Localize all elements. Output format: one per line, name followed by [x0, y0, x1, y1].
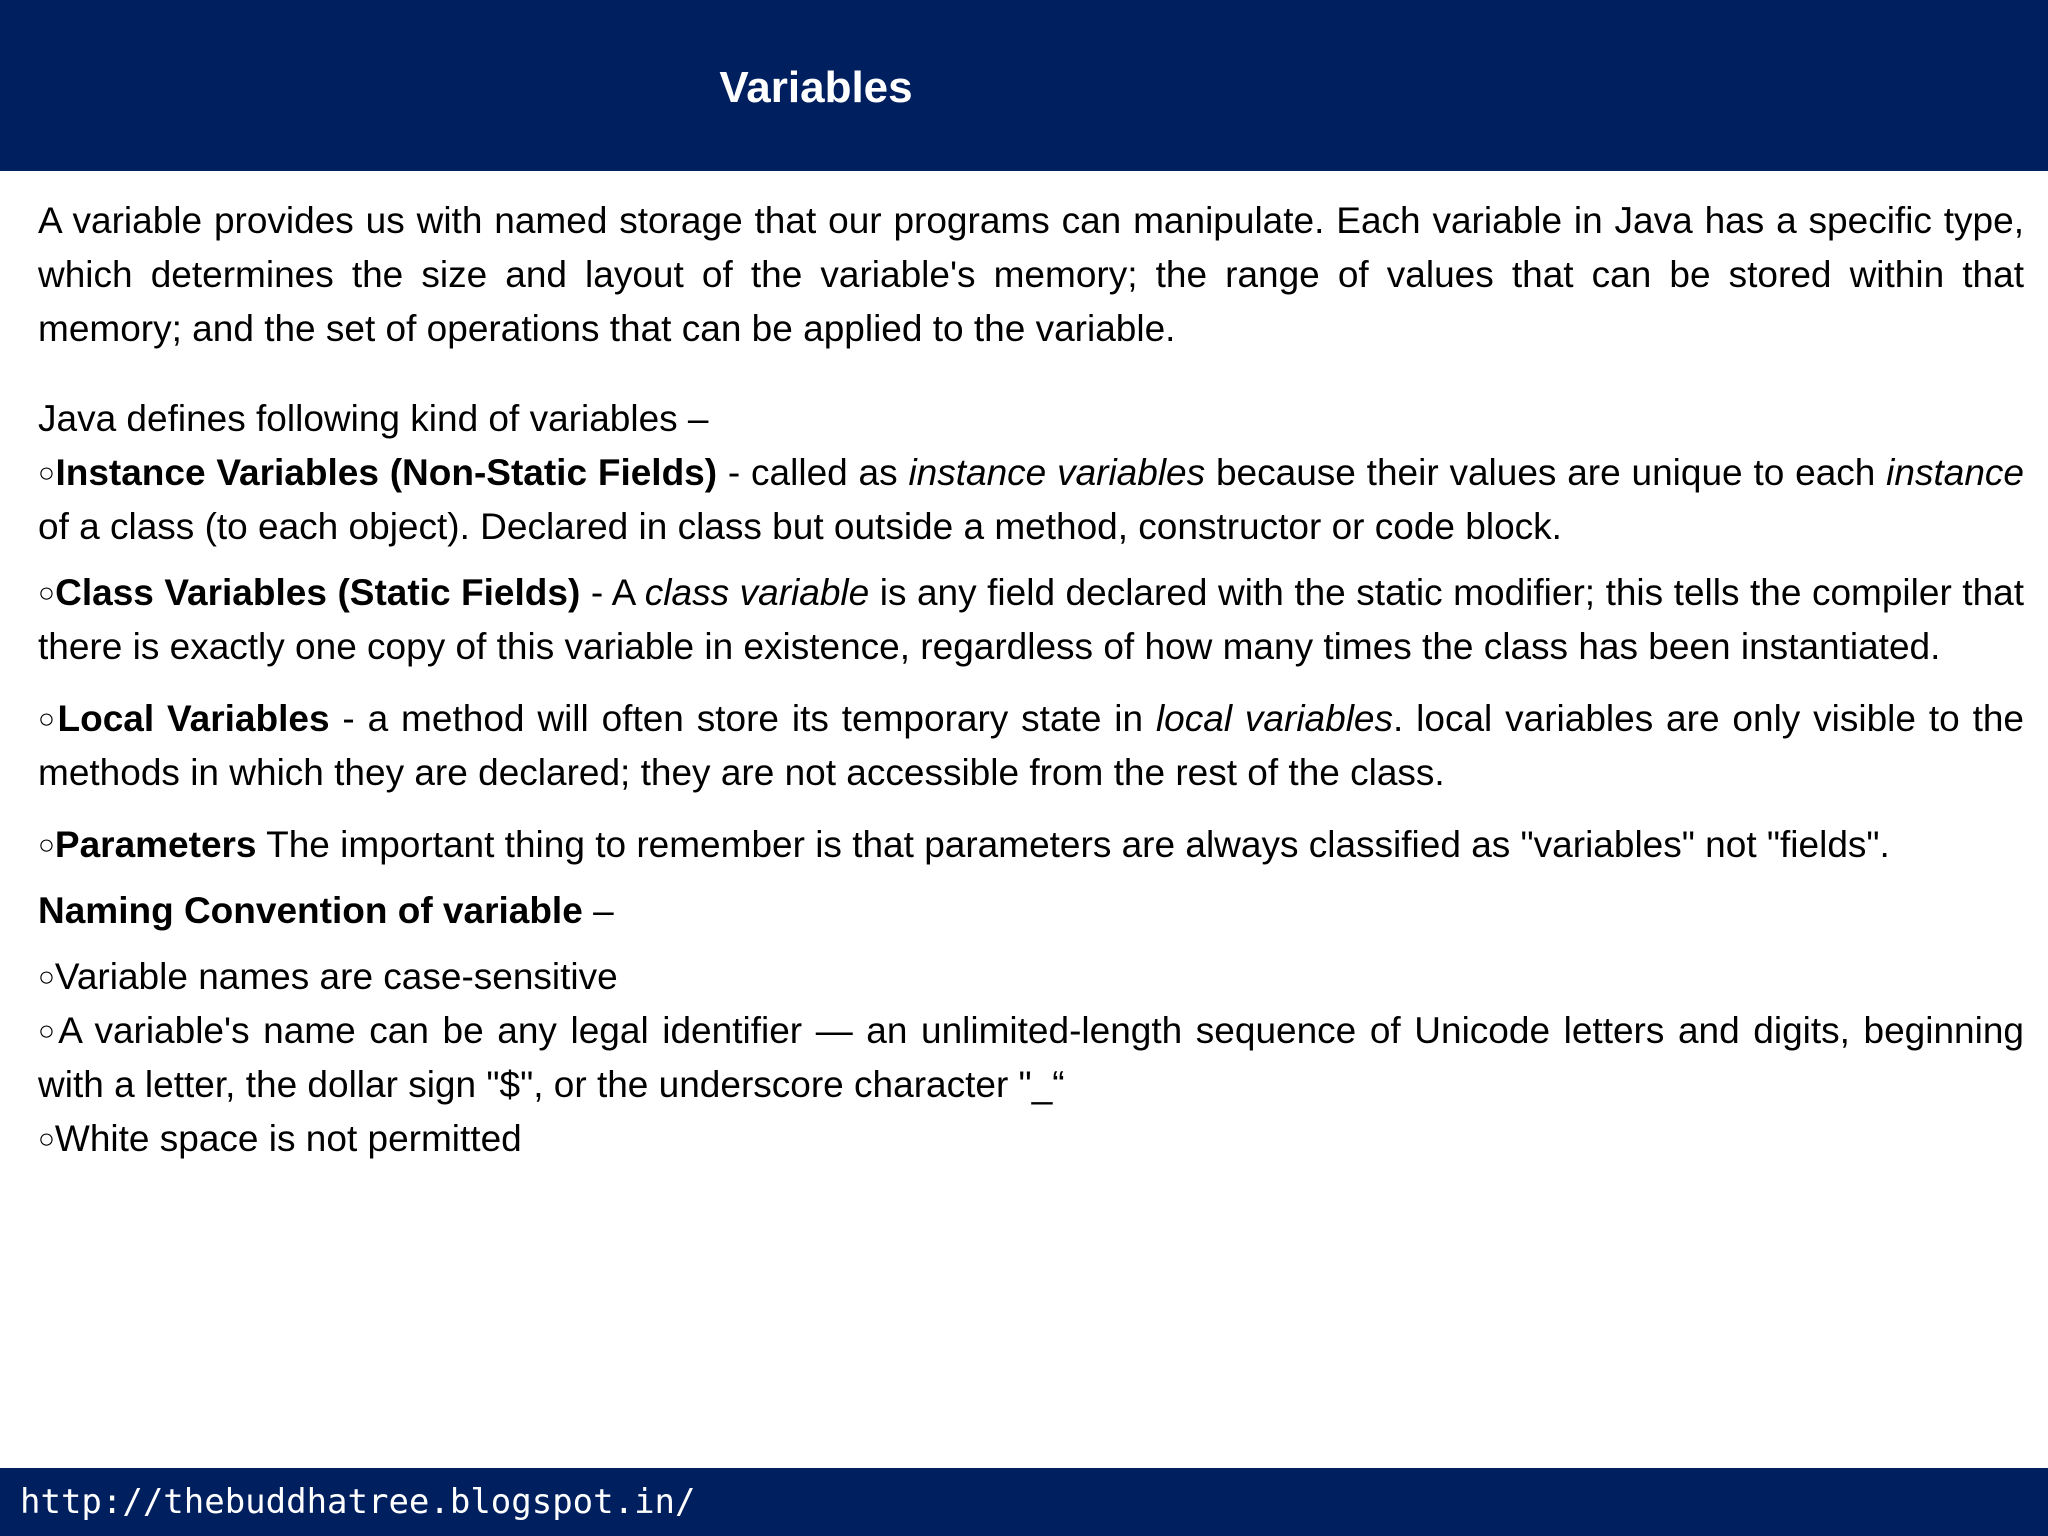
- class-variable-emphasis: class variable: [644, 572, 870, 613]
- bullet-circle-icon: ○: [38, 829, 55, 860]
- slide-content: [38, 194, 2024, 1166]
- bullet-instance-variables: [38, 446, 2024, 554]
- naming-item-text: Variable names are case-sensitive: [54, 956, 618, 997]
- bullet-circle-icon: ○: [38, 457, 56, 488]
- naming-item: [38, 1112, 2024, 1166]
- bullet-class-variables: [38, 566, 2024, 674]
- local-variables-text: - a method will often store its temporary state in: [329, 698, 1156, 739]
- naming-heading-dash: –: [582, 890, 614, 931]
- local-variables-title: Local Variables: [57, 698, 330, 739]
- naming-heading: [38, 884, 2024, 938]
- instance-variables-text: - called as: [717, 452, 909, 493]
- bullet-local-variables: [38, 692, 2024, 800]
- naming-item: [38, 1004, 2024, 1112]
- local-variables-emphasis: local variables: [1155, 698, 1393, 739]
- naming-heading-title: Naming Convention of variable: [38, 890, 583, 931]
- bullet-circle-icon: ○: [38, 1015, 59, 1046]
- local-variables-text: . local variables are only visible to the methods in which they are declared; they are not accessible from the rest of the class.: [38, 698, 2025, 793]
- intro-paragraph: A variable provides us with named storage that our programs can manipulate. Each variable in Java has a specific type, which determines the size and layout of the variable's memory; the range of values that can be stored within that memory; and the set of operations that can be applied to the variable.: [38, 200, 2024, 349]
- bullet-circle-icon: ○: [38, 577, 56, 608]
- class-variables-title: Class Variables (Static Fields): [55, 572, 581, 613]
- bullet-parameters: [38, 818, 2024, 872]
- class-variables-text: is any field declared with the static modifier; this tells the compiler that there is exactly one copy of this variable in existence, regardless of how many times the class has been instantiated.: [38, 572, 2025, 667]
- naming-item-text: A variable's name can be any legal identifier — an unlimited-length sequence of Unicode letters and digits, beginning with a letter, the dollar sign "$", or the underscore character "_“: [38, 1010, 2024, 1105]
- footer-url: http://thebuddhatree.blogspot.in/: [20, 1482, 696, 1522]
- slide-title: Variables: [719, 63, 913, 112]
- slide-header: [0, 0, 2048, 171]
- parameters-text: The important thing to remember is that parameters are always classified as "variables" not "fields".: [256, 824, 1890, 865]
- instance-variables-emphasis: instance variables: [908, 452, 1206, 493]
- instance-variables-text: because their values are unique to each: [1205, 452, 1887, 493]
- slide-footer: [0, 1468, 2048, 1536]
- class-variables-text: - A: [580, 572, 645, 613]
- bullet-circle-icon: ○: [38, 703, 58, 734]
- kinds-heading: Java defines following kind of variables –: [38, 398, 709, 439]
- bullet-circle-icon: ○: [38, 1123, 55, 1154]
- naming-item-text: White space is not permitted: [54, 1118, 522, 1159]
- instance-variables-title: Instance Variables (Non-Static Fields): [55, 452, 718, 493]
- bullet-circle-icon: ○: [38, 961, 55, 992]
- instance-emphasis: instance: [1886, 452, 2024, 493]
- instance-variables-text: of a class (to each object). Declared in class but outside a method, constructor or code block.: [38, 506, 1562, 547]
- parameters-title: Parameters: [54, 824, 257, 865]
- naming-item: [38, 950, 2024, 1004]
